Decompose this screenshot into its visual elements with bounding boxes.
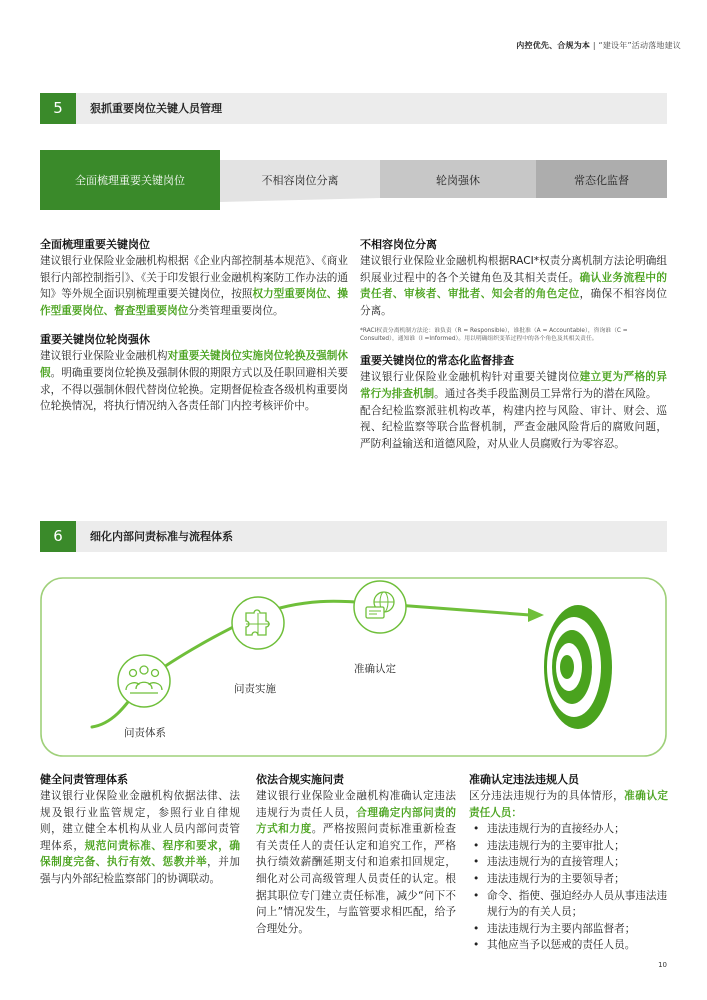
block-supervision-text <box>360 369 667 402</box>
running-header <box>516 40 681 51</box>
label-accurate-determination: 准确认定 <box>354 663 396 675</box>
globe-card-icon <box>354 581 406 633</box>
people-group-icon <box>118 655 170 707</box>
highlight-text: 建立更为严格的异常行为排查机制 <box>360 371 668 400</box>
block-rotation-text <box>40 348 348 414</box>
text-part: 建议银行业保险业金融机构根据RACI*权责分离机制方法论明确组织展业过程中的各个关键角色及其相关责任。 <box>360 255 667 284</box>
highlight-text: 对重要关键岗位实施岗位轮换及强制休假 <box>40 350 349 379</box>
list-item: • 其他应当予以惩戒的责任人员。 <box>469 937 668 954</box>
text-part: 区分违法违规行为的具体情形， <box>469 790 625 802</box>
section-6-col-3 <box>469 771 668 954</box>
col-3-title: 准确认定违法违规人员 <box>469 773 579 786</box>
text-part: 建议银行业保险业金融机构针对重要关键岗位 <box>360 371 580 384</box>
tab-3: 轮岗强休 <box>436 174 480 187</box>
highlight-text: 权力型重要岗位、操作型重要岗位、督查型重要岗位 <box>40 288 349 317</box>
raci-footnote: *RACI权责分离机制方法论：谁负责（R = Responsible），谁批准（A = Accountable），咨询谁（C = Consulted），通知谁（I =Informed）。用以明确组织变革过程中的各个角色及其相关责任。 <box>360 328 628 343</box>
block-key-positions-text <box>40 253 348 319</box>
text-part: 。通过各类手段监测员工异常行为的潜在风险。 <box>434 387 657 400</box>
block-supervision-text-2: 配合纪检监察派驻机构改革，构建内控与风险、审计、财会、巡视、纪检监察等联合监督机制，严查金融风险背后的腐败问题，严防利益输送和道德风险，对从业人员腐败行为零容忍。 <box>360 404 667 450</box>
text-part: 建议银行业保险业金融机构准确认定违法违规行为责任人员， <box>256 790 456 819</box>
tab-1: 全面梳理重要关键岗位 <box>75 174 185 187</box>
block-separation-title: 不相容岗位分离 <box>360 238 437 251</box>
list-item: • 命令、指使、强迫经办人员从事违法违规行为的有关人员； <box>469 888 668 921</box>
text-part: 。明确重要岗位轮换及强制休假的期限方式以及任职回避相关要求，不得以强制休假代替岗位轮换。定期督促检查各级机构重要岗位轮换情况，将执行情况纳入各责任部门内控考核评价中。 <box>40 366 349 413</box>
text-part: ，确保不相容岗位分离。 <box>360 288 668 317</box>
section-6-title: 细化内部问责标准与流程体系 <box>90 530 233 543</box>
list-item: • 违法违规行为的主要领导者； <box>469 871 668 888</box>
highlight-text: 确认业务流程中的责任者、审核者、审批者、知会者的角色定位 <box>360 271 668 301</box>
col-3-text <box>469 788 668 821</box>
text-part: ，并加强与内外部纪检监察部门的协调联动。 <box>40 856 241 885</box>
text-part: 。严格按照问责标准重新检查有关责任人的责任认定和追究工作，严格执行绩效薪酬延期支付和追索扣回规定，细化对公司高级管理人员责任的认定。根据其职位专门建立责任标准，减少“问下不问上”情况发生，与监管要求相匹配，给予合理处分。 <box>256 823 457 935</box>
list-item: • 违法违规行为的主要审批人； <box>469 838 668 855</box>
section-5-title: 狠抓重要岗位关键人员管理 <box>90 102 222 115</box>
block-supervision-title: 重要关键岗位的常态化监督排查 <box>360 354 514 368</box>
text-part: 建议银行业保险业金融机构根据《企业内部控制基本规范》、《商业银行内部控制指引》、《关于印发银行业金融机构案防工作办法的通知》等外规全面识别梳理重要关键岗位，按照 <box>40 255 348 301</box>
block-key-positions-title: 全面梳理重要关键岗位 <box>40 238 150 251</box>
text-part: 建议银行业保险业金融机构依据法律、法规及银行业监管规定，参照行业自律规则，建立健全本机构从业人员内部问责管理体系， <box>40 790 240 852</box>
target-icon <box>544 605 612 729</box>
section-6-number: 6 <box>40 521 76 552</box>
puzzle-icon <box>232 597 284 649</box>
text-part: 建议银行业保险业金融机构 <box>40 350 168 363</box>
highlight-text: 合理确定内部问责的方式和力度 <box>256 806 457 836</box>
accountability-diagram <box>40 577 667 757</box>
section-5-left-column <box>40 236 348 415</box>
header-bold: 内控优先、合规为本 <box>516 41 591 50</box>
responsible-persons-list <box>469 821 668 954</box>
header-rest: “建设年”活动落地建议 <box>598 41 681 50</box>
list-item: • 违法违规行为主要内部监督者； <box>469 921 668 938</box>
header-separator: | <box>590 41 599 50</box>
label-accountability-system: 问责体系 <box>124 727 166 739</box>
block-separation-text <box>360 253 667 319</box>
section-5-right-column <box>360 236 667 452</box>
section-6-col-2 <box>256 771 456 937</box>
list-item: • 违法违规行为的直接经办人； <box>469 821 668 838</box>
col-1-title: 健全问责管理体系 <box>40 773 128 786</box>
highlight-text: 规范问责标准、程序和要求，确保制度完备、执行有效、惩教并举 <box>40 839 241 869</box>
section-5-header <box>40 93 667 124</box>
highlight-text: 准确认定责任人员： <box>469 790 669 819</box>
tab-4: 常态化监督 <box>574 174 629 187</box>
tab-2: 不相容岗位分离 <box>261 174 339 187</box>
block-rotation-title: 重要关键岗位轮岗强休 <box>40 333 150 347</box>
list-item: • 违法违规行为的直接管理人； <box>469 854 668 871</box>
col-2-text <box>256 788 456 937</box>
page-number: 10 <box>658 961 667 969</box>
col-1-text <box>40 788 240 888</box>
section-6-header <box>40 521 667 552</box>
process-tabs <box>40 150 667 210</box>
section-6-col-1 <box>40 771 240 888</box>
label-accountability-implementation: 问责实施 <box>234 683 276 695</box>
section-5-number: 5 <box>40 93 76 124</box>
text-part: 分类管理重要岗位。 <box>188 304 284 317</box>
col-2-title: 依法合规实施问责 <box>256 773 344 786</box>
